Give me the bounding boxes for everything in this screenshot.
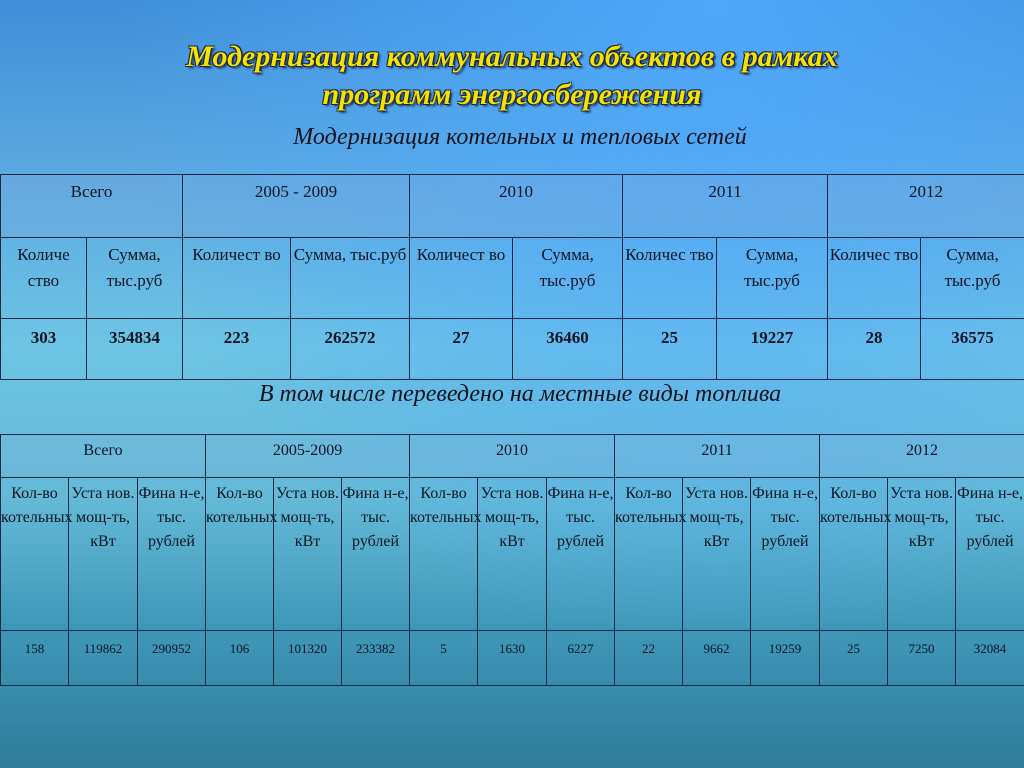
column-header: Количес тво: [828, 238, 921, 319]
table-cell: 6227: [547, 631, 615, 686]
group-header: 2005-2009: [206, 435, 410, 478]
group-header: 2012: [820, 435, 1024, 478]
column-header: Кол-во котельных: [410, 478, 478, 631]
table-cell: 28: [828, 319, 921, 380]
table-cell: 22: [615, 631, 683, 686]
column-header: Кол-во котельных: [206, 478, 274, 631]
table-cell: 27: [410, 319, 513, 380]
column-header: Уста нов. мощ-ть, кВт: [274, 478, 342, 631]
column-header: Уста нов. мощ-ть, кВт: [478, 478, 547, 631]
table-cell: 158: [1, 631, 69, 686]
column-header: Фина н-е, тыс. рублей: [547, 478, 615, 631]
subtitle-boilers: Модернизация котельных и тепловых сетей: [293, 124, 747, 150]
column-header: Уста нов. мощ-ть, кВт: [69, 478, 138, 631]
table-cell: 290952: [138, 631, 206, 686]
local-fuel-table: [0, 434, 1024, 686]
table-cell: 7250: [888, 631, 956, 686]
table-cell: 1630: [478, 631, 547, 686]
group-header: 2010: [410, 175, 623, 238]
column-header: Количе ство: [1, 238, 87, 319]
table-cell: 36460: [513, 319, 623, 380]
slide-title: [0, 38, 1024, 114]
column-header: Количес тво: [623, 238, 717, 319]
table-cell: 303: [1, 319, 87, 380]
table-cell: 25: [623, 319, 717, 380]
table-cell: 262572: [291, 319, 410, 380]
table-cell: 32084: [956, 631, 1024, 686]
table-cell: 19227: [717, 319, 828, 380]
table-cell: 119862: [69, 631, 138, 686]
title-line-2: программ энергосбережения: [322, 78, 702, 111]
table-cell: 233382: [342, 631, 410, 686]
subtitle-local-fuel: В том числе переведено на местные виды топлива: [258, 381, 782, 407]
column-header: Сумма, тыс.руб: [513, 238, 623, 319]
table-cell: 101320: [274, 631, 342, 686]
table-cell: 19259: [751, 631, 820, 686]
column-header: Кол-во котельных: [1, 478, 69, 631]
column-header: Сумма, тыс.руб: [87, 238, 183, 319]
group-header: 2011: [615, 435, 820, 478]
title-line-1: Модернизация коммунальных объектов в рамках: [186, 40, 838, 73]
group-header: 2010: [410, 435, 615, 478]
column-header: Сумма, тыс.руб: [717, 238, 828, 319]
column-header: Количест во: [410, 238, 513, 319]
column-header: Фина н-е, тыс. рублей: [956, 478, 1024, 631]
column-header: Фина н-е, тыс. рублей: [751, 478, 820, 631]
group-header: 2005 - 2009: [183, 175, 410, 238]
table-cell: 106: [206, 631, 274, 686]
group-header: Всего: [1, 435, 206, 478]
column-header: Кол-во котельных: [615, 478, 683, 631]
column-header: Уста нов. мощ-ть, кВт: [683, 478, 751, 631]
table-cell: 5: [410, 631, 478, 686]
table-cell: 36575: [921, 319, 1024, 380]
group-header: Всего: [1, 175, 183, 238]
column-header: Количест во: [183, 238, 291, 319]
column-header: Фина н-е, тыс. рублей: [342, 478, 410, 631]
table-cell: 9662: [683, 631, 751, 686]
group-header: 2012: [828, 175, 1024, 238]
column-header: Фина н-е, тыс. рублей: [138, 478, 206, 631]
group-header: 2011: [623, 175, 828, 238]
column-header: Уста нов. мощ-ть, кВт: [888, 478, 956, 631]
table-cell: 354834: [87, 319, 183, 380]
column-header: Сумма, тыс.руб: [921, 238, 1024, 319]
table-cell: 223: [183, 319, 291, 380]
column-header: Сумма, тыс.руб: [291, 238, 410, 319]
boilers-modernization-table: [0, 174, 1024, 380]
column-header: Кол-во котельных: [820, 478, 888, 631]
table-cell: 25: [820, 631, 888, 686]
